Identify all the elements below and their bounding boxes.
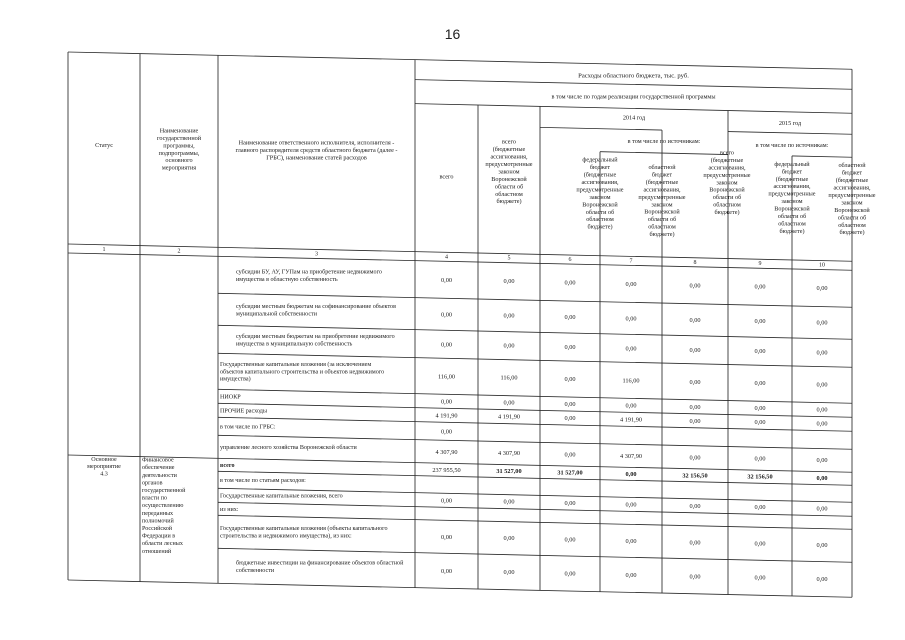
row-value: 0,00 <box>503 342 515 350</box>
row-value: 0,00 <box>564 570 576 578</box>
row-label: Государственные капитальные вложения (объекты капитального строительства и недвижимого имущества), из них: <box>220 526 388 540</box>
row-value: 0,00 <box>564 279 576 287</box>
row-value: 0,00 <box>754 455 766 463</box>
column-number: 9 <box>758 261 762 268</box>
row-value: 4 307,90 <box>497 450 521 458</box>
header-total-budget: всего (бюджетные ассигнования, предусмотренные законом Воронежской области об областном бюджете) <box>485 138 533 206</box>
row-value: 0,00 <box>689 316 701 324</box>
row-label: НИОКР <box>220 394 241 401</box>
row-value: 0,00 <box>625 501 637 509</box>
row-label: субсидии БУ, АУ, ГУПам на приобретение недвижимого имущества в областную собственность <box>236 269 382 283</box>
row-value: 0,00 <box>503 312 515 320</box>
row-value: 4 307,90 <box>435 448 458 456</box>
column-number: 10 <box>819 262 825 269</box>
row-value: 0,00 <box>754 405 766 413</box>
header-federal-2015: федеральный бюджет (бюджетные ассигнования, предусмотренные законом Воронежской области об областном бюджете) <box>768 160 816 235</box>
row-label: Государственные капитальные вложения, всего <box>220 493 343 500</box>
row-value: 0,00 <box>440 567 453 575</box>
row-value: 0,00 <box>754 348 766 356</box>
row-value: 0,00 <box>816 285 828 293</box>
page-number: 16 <box>444 26 461 42</box>
row-value: 0,00 <box>816 457 828 465</box>
table-top-border <box>68 52 852 69</box>
row-value: 0,00 <box>625 345 637 353</box>
row-label: ПРОЧИЕ расходы <box>220 408 267 415</box>
grid-line <box>728 132 852 135</box>
row-value: 237 955,50 <box>432 466 461 474</box>
row-value: 0,00 <box>625 315 637 323</box>
row-value: 0,00 <box>440 428 453 436</box>
row-value: 0,00 <box>503 399 515 407</box>
row-value: 4 191,90 <box>497 413 521 421</box>
row-value: 0,00 <box>816 475 828 483</box>
grid-line <box>68 244 852 264</box>
column-number: 7 <box>629 258 633 265</box>
column-number: 1 <box>102 246 106 253</box>
row-value: 116,00 <box>622 377 640 385</box>
row-value: 0,00 <box>564 500 576 508</box>
row-value: 0,00 <box>754 380 766 388</box>
row-value: 0,00 <box>754 318 766 326</box>
header-status: Статус <box>95 141 113 149</box>
header-by-sources-2014: в том числе по источникам: <box>627 138 701 146</box>
row-value: 0,00 <box>625 280 637 288</box>
row-value: 0,00 <box>754 540 766 548</box>
row-label: управление лесного хозяйства Воронежской области <box>220 444 357 451</box>
row-value: 4 307,90 <box>619 452 643 460</box>
row-value: 116,00 <box>500 374 518 382</box>
row-label: в том числе по ГРБС: <box>220 424 276 431</box>
row-value: 0,00 <box>816 420 828 428</box>
row-value: 0,00 <box>689 454 701 462</box>
header-total-2015: всего (бюджетные ассигнования, предусмотренные законом Воронежской области об областном бюджете) <box>703 149 751 217</box>
row-value: 0,00 <box>564 536 576 544</box>
header-executor-name: Наименование ответственного исполнителя, исполнителя -главного распорядителя средств областного бюджета (далее -ГРБС), наименование статей расходов <box>235 139 398 162</box>
row-value: 0,00 <box>564 415 576 423</box>
grid-line <box>415 104 852 114</box>
row-value: 4 191,90 <box>619 416 643 424</box>
row-label: субсидии местным бюджетам на софинансирование объектов муниципальной собственности <box>236 303 396 318</box>
row-value: 0,00 <box>564 451 576 459</box>
header-year-2014: 2014 год <box>622 114 646 122</box>
row-value: 0,00 <box>440 276 453 284</box>
row-value: 4 191,90 <box>435 412 458 420</box>
column-number: 6 <box>568 257 572 264</box>
grid-line <box>540 127 662 130</box>
row-value: 0,00 <box>754 504 766 512</box>
header-federal-2014: федеральный бюджет (бюджетные ассигнования, предусмотренные законом Воронежской области об областном бюджете) <box>576 156 624 231</box>
row-value: 0,00 <box>689 573 701 581</box>
row-value: 0,00 <box>503 498 515 506</box>
row-value: 0,00 <box>503 535 515 543</box>
table-text <box>87 72 876 583</box>
row-value: 0,00 <box>503 278 515 286</box>
row-value: 0,00 <box>816 381 828 389</box>
column-number: 3 <box>315 251 318 258</box>
row-value: 0,00 <box>689 403 701 411</box>
row-label: субсидии местным бюджетам на приобретение недвижимого имущества в муниципальную собственность <box>236 333 395 348</box>
row-value: 0,00 <box>689 282 701 290</box>
measure-name: Финансовое обеспечение деятельности органов государственной власти по осуществлению переданных полномочий Российской Федерации в области лесных отношений <box>142 457 186 555</box>
row-value: 0,00 <box>440 311 453 319</box>
row-value: 0,00 <box>440 497 453 505</box>
measure-status: Основное мероприятие 4.3 <box>87 456 121 478</box>
row-value: 0,00 <box>754 419 766 427</box>
row-value: 0,00 <box>689 378 701 386</box>
row-value: 0,00 <box>689 346 701 354</box>
row-value: 0,00 <box>564 314 576 322</box>
row-value: 0,00 <box>440 398 453 406</box>
row-value: 31 527,00 <box>496 468 522 476</box>
row-value: 116,00 <box>437 373 456 381</box>
row-label: из них: <box>220 506 239 513</box>
header-total: всего <box>439 173 454 181</box>
row-label: в том числе по статьям расходов: <box>220 477 306 484</box>
grid-line <box>600 152 728 155</box>
row-value: 0,00 <box>816 576 828 584</box>
row-value: 0,00 <box>816 542 828 550</box>
header-program-name: Наименование государственной программы, подпрограммы, основного мероприятия <box>156 127 202 172</box>
row-value: 0,00 <box>503 569 515 577</box>
header-year-2015: 2015 год <box>778 119 802 127</box>
row-value: 31 527,00 <box>557 469 583 477</box>
header-by-years: в том числе по годам реализации государственной программы <box>551 93 716 101</box>
row-value: 0,00 <box>440 533 453 541</box>
row-value: 0,00 <box>816 319 828 327</box>
row-value: 0,00 <box>689 502 701 510</box>
row-value: 32 156,50 <box>747 473 773 481</box>
column-number: 2 <box>177 248 181 255</box>
row-value: 0,00 <box>625 402 637 410</box>
row-value: 0,00 <box>754 283 766 291</box>
row-value: 0,00 <box>816 349 828 357</box>
column-number: 4 <box>445 254 448 261</box>
row-value: 0,00 <box>564 344 576 352</box>
header-regional-2015: областной бюджет (бюджетные ассигнования, предусмотренные законом Воронежской области об областном бюджете) <box>828 162 876 237</box>
row-value: 0,00 <box>625 571 637 579</box>
header-by-sources-2015: в том числе по источникам: <box>755 141 829 149</box>
row-value: 0,00 <box>754 574 766 582</box>
header-regional-2014: областной бюджет (бюджетные ассигнования, предусмотренные законом Воронежской области об областном бюджете) <box>638 164 686 239</box>
column-number: 5 <box>507 255 511 262</box>
row-label: всего <box>220 462 235 469</box>
row-value: 0,00 <box>625 537 637 545</box>
row-value: 0,00 <box>689 539 701 547</box>
row-value: 0,00 <box>689 417 701 425</box>
row-value: 0,00 <box>816 406 828 414</box>
row-value: 0,00 <box>564 376 576 384</box>
column-number: 8 <box>693 259 697 266</box>
grid-line <box>415 80 852 90</box>
row-value: 0,00 <box>816 505 828 513</box>
row-value: 32 156,50 <box>682 472 708 480</box>
row-value: 0,00 <box>625 470 637 478</box>
table-bottom-border <box>68 580 852 597</box>
row-label: Государственные капитальные вложения (за исключением объектов капитального строительства и объектов недвижимого имущества) <box>220 361 385 383</box>
row-value: 0,00 <box>440 341 453 349</box>
row-label: бюджетные инвестиции на финансирование объектов областной собственности <box>236 560 404 574</box>
grid-line <box>792 156 852 157</box>
row-value: 0,00 <box>564 401 576 409</box>
header-expenses: Расходы областного бюджета, тыс. руб. <box>578 72 689 80</box>
grid-line <box>68 253 852 270</box>
